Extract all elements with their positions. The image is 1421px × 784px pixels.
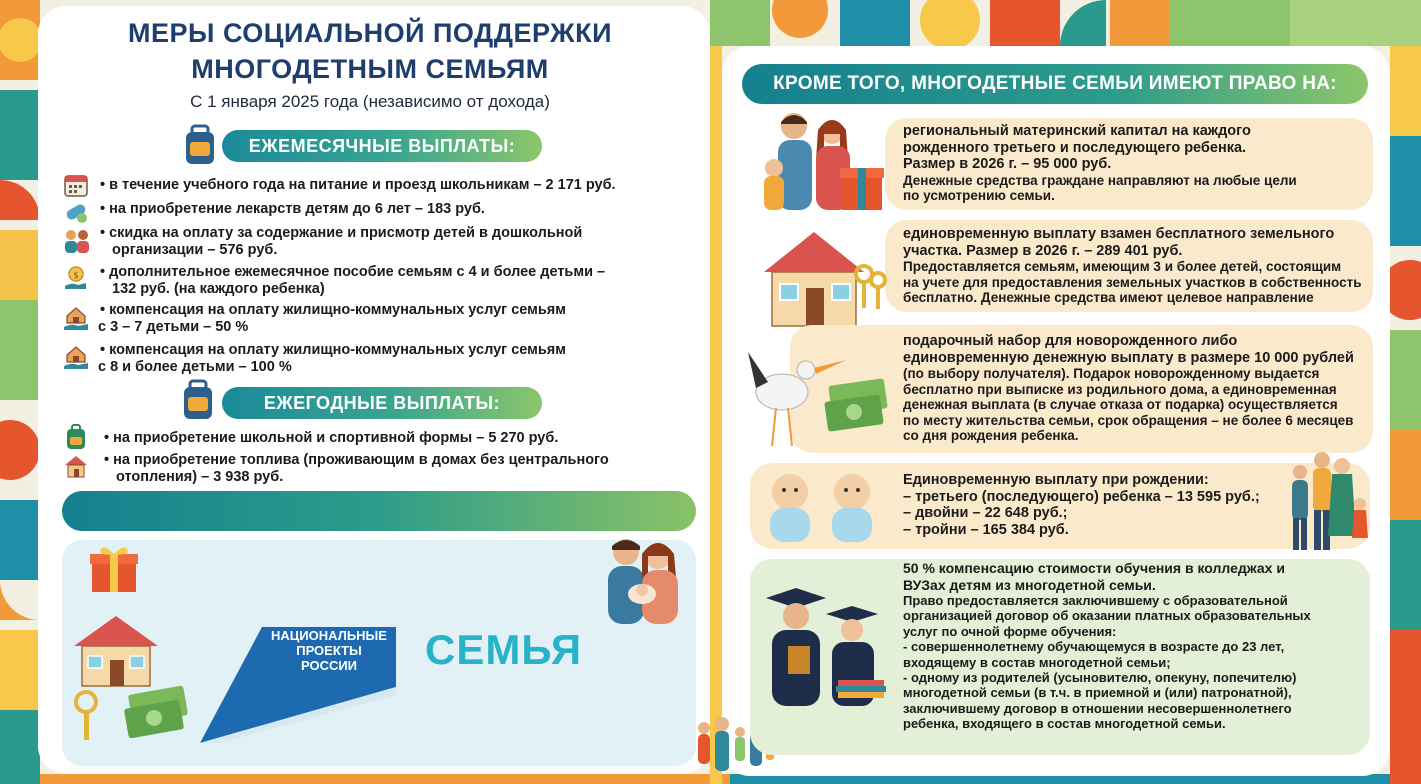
parents-with-baby-illustration xyxy=(598,534,688,628)
card5-line8: - одному из родителей (усыновителю, опекуну, попечителю) xyxy=(903,670,1297,686)
card3-line6: по месту жительства семьи, срок обращения – не более 6 месяцев xyxy=(903,412,1354,428)
card1-line1: региональный материнский капитал на каждого xyxy=(903,123,1251,139)
card5-line10: заключившему договор в отношении несовершеннолетнего xyxy=(903,700,1292,716)
card5-line11: ребенка, входящего в состав многодетной семьи. xyxy=(903,716,1226,732)
card5-line7: входящему в состав многодетной семьи; xyxy=(903,654,1171,670)
yearly-item-2-line2: отопления) – 3 938 руб. xyxy=(116,469,284,485)
card4-line2: – третьего (последующего) ребенка – 13 595 руб.; xyxy=(903,488,1260,505)
card3-line7: со дня рождения ребенка. xyxy=(903,428,1079,443)
page-subtitle: С 1 января 2025 года (независимо от дохода) xyxy=(190,92,550,111)
card5-line6: - совершеннолетнему обучающемуся в возрасте до 23 лет, xyxy=(903,639,1285,655)
backpack-icon xyxy=(180,379,216,421)
monthly-item-2: • на приобретение лекарств детям до 6 лет – 183 руб. xyxy=(100,201,485,217)
stork-money-illustration xyxy=(746,342,896,450)
card3-line2: единовременную денежную выплату в размере 10 000 рублей xyxy=(903,349,1354,366)
logo-line3: РОССИИ xyxy=(300,658,358,673)
card5-line3: Право предоставляется заключившему с образовательной xyxy=(903,593,1288,608)
money-keys-illustration xyxy=(70,684,190,748)
family-illustration xyxy=(1282,452,1372,552)
family-illustration xyxy=(756,110,890,214)
monthly-item-3-line2: организации – 576 руб. xyxy=(112,242,278,258)
page-title-line2: МНОГОДЕТНЫМ СЕМЬЯМ xyxy=(191,54,549,84)
card2-line4: на учете для предоставления земельных участков в собственность xyxy=(903,274,1362,290)
project-name: СЕМЬЯ xyxy=(425,626,583,673)
house-icon xyxy=(62,452,90,480)
yearly-payments-header: ЕЖЕГОДНЫЕ ВЫПЛАТЫ: xyxy=(222,387,542,419)
card2-line3: Предоставляется семьям, имеющим 3 и более детей, состоящим xyxy=(903,259,1342,274)
monthly-item-5-line2: с 3 – 7 детьми – 50 % xyxy=(98,319,249,335)
benefit-card-2-text xyxy=(903,226,1371,306)
pills-icon xyxy=(62,198,90,226)
card4-line4: – тройни – 165 384 руб. xyxy=(903,521,1069,538)
monthly-item-6-line1: • компенсация на оплату жилищно-коммунальных услуг семьям xyxy=(100,342,566,358)
svg-text:$: $ xyxy=(73,271,79,281)
card5-line2: ВУЗах детям из многодетной семьи. xyxy=(903,576,1156,593)
national-projects-logo-text xyxy=(262,628,396,673)
logo-line2: ПРОЕКТЫ xyxy=(296,643,362,658)
monthly-payments-header: ЕЖЕМЕСЯЧНЫЕ ВЫПЛАТЫ: xyxy=(222,130,542,162)
monthly-item-5-line1: • компенсация на оплату жилищно-коммунальных услуг семьям xyxy=(100,302,566,318)
card5-line4: организацией договор об оказании платных образовательных xyxy=(903,608,1311,624)
decorative-green-bar xyxy=(62,491,696,531)
card1-line2: рожденного третьего и последующего ребенка. xyxy=(903,139,1247,156)
card3-line3: (по выбору получателя). Подарок новорожденному выдается xyxy=(903,366,1320,381)
benefit-card-3-text xyxy=(903,333,1369,444)
card1-line3: Размер в 2026 г. – 95 000 руб. xyxy=(903,156,1112,172)
benefit-card-1-text xyxy=(903,123,1363,204)
card5-line9: многодетной семьи (в т.ч. в приемной и (или) патронатной), xyxy=(903,685,1292,701)
house-hand-icon xyxy=(62,342,90,370)
card5-line5: услуг по очной форме обучения: xyxy=(903,623,1117,639)
card2-line5: бесплатно. Денежные средства имеют целевое направление xyxy=(903,290,1314,305)
house-hand-icon xyxy=(62,303,90,331)
babies-illustration xyxy=(760,470,888,546)
card5-line1: 50 % компенсацию стоимости обучения в колледжах и xyxy=(903,560,1285,576)
monthly-item-3-line1: • скидка на оплату за содержание и присмотр детей в дошкольной xyxy=(100,225,583,241)
family-icon xyxy=(62,226,92,256)
benefit-card-5-text xyxy=(903,560,1365,732)
logo-line1: НАЦИОНАЛЬНЫЕ xyxy=(271,628,387,643)
card2-line1: единовременную выплату взамен бесплатного земельного xyxy=(903,226,1335,242)
yearly-item-2-line1: • на приобретение топлива (проживающим в домах без центрального xyxy=(104,452,609,468)
right-section-header: КРОМЕ ТОГО, МНОГОДЕТНЫЕ СЕМЬИ ИМЕЮТ ПРАВО НА: xyxy=(742,64,1368,104)
monthly-item-4-line2: 132 руб. (на каждого ребенка) xyxy=(112,281,325,297)
card4-line1: Единовременную выплату при рождении: xyxy=(903,472,1209,488)
card3-line5: денежная выплата (в случае отказа от подарка) осуществляется xyxy=(903,397,1338,412)
monthly-item-4-line1: • дополнительное ежемесячное пособие семьям с 4 и более детьми – xyxy=(100,264,606,280)
card1-line5: по усмотрению семьи. xyxy=(903,188,1055,203)
monthly-item-1: • в течение учебного года на питание и проезд школьникам – 2 171 руб. xyxy=(100,177,616,193)
card2-line2: участка. Размер в 2026 г. – 289 401 руб. xyxy=(903,242,1183,259)
card1-line4: Денежные средства граждане направляют на любые цели xyxy=(903,172,1297,188)
house-illustration xyxy=(70,612,162,688)
card3-line4: бесплатно при выписке из родильного дома, а единовременная xyxy=(903,381,1337,397)
monthly-item-6-line2: с 8 и более детьми – 100 % xyxy=(98,359,292,375)
gift-icon xyxy=(86,540,142,596)
yearly-item-1: • на приобретение школьной и спортивной формы – 5 270 руб. xyxy=(104,430,559,446)
backpack-icon xyxy=(182,124,218,166)
card3-line1: подарочный набор для новорожденного либо xyxy=(903,333,1238,349)
card4-line3: – двойни – 22 648 руб.; xyxy=(903,505,1068,521)
benefit-card-4-text xyxy=(903,472,1283,538)
backpack-icon xyxy=(62,423,90,451)
graduates-illustration xyxy=(752,582,902,708)
calendar-icon xyxy=(62,171,90,199)
coin-hand-icon xyxy=(62,264,90,292)
house-keys-illustration xyxy=(762,228,892,328)
page-title-line1: МЕРЫ СОЦИАЛЬНОЙ ПОДДЕРЖКИ xyxy=(128,18,612,48)
